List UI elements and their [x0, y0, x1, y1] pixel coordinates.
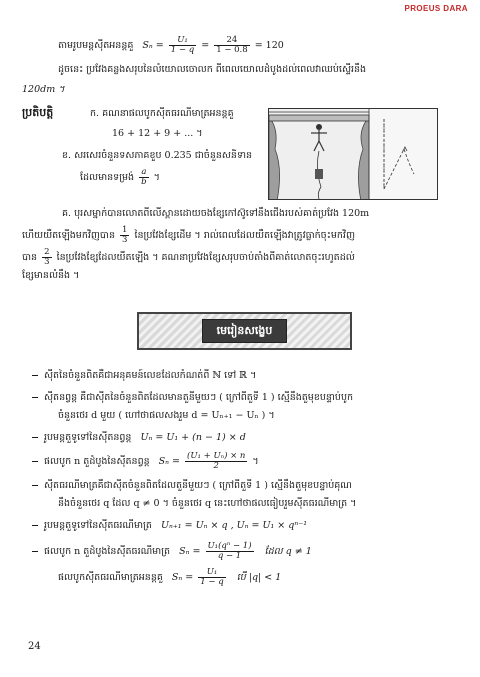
conclusion-value: 120dm ។	[22, 84, 65, 95]
exercise-c-text: បាន	[22, 251, 38, 263]
fraction: $\frac{24}{1 - 0.8}$	[216, 35, 248, 55]
summary-text: ផលបូក n តួដំបូងនៃស៊ីតនព្វន្ត	[44, 455, 150, 467]
bullet-icon	[32, 485, 38, 487]
summary-formula: Sₙ =	[171, 571, 194, 583]
bungee-illustration	[268, 108, 438, 200]
equals-sign: =	[201, 39, 210, 51]
exercise-c-text: នៃប្រវែងខ្សែដែលយឺតឡើង ។ គណនាប្រវែងខ្សែសរុបចាប់តាំងពីគាត់លោតចុះរហូតដល់	[56, 251, 355, 263]
fraction: $\frac{2}{3}$	[44, 247, 50, 267]
summary-item	[32, 452, 259, 471]
summary-text: ស៊ីតនៃចំនួនពិតគឺជាអនុគមន៍លេខដែលកំណត់ពី ℕ ទៅ ℝ ។	[44, 370, 257, 381]
exercise-c-text: នៃប្រវែងខ្សែដើម ។ រាល់ពេលដែលយឺតឡើងវាត្រូវធ្លាក់ចុះមកវិញ	[134, 229, 355, 241]
formula-line	[58, 36, 284, 55]
summary-formula: Uₙ = U₁ + (n − 1) × d	[140, 432, 246, 443]
summary-text: ស៊ីតនព្វន្ត គឺជាស៊ីតនៃចំនួនពិតដែលមានតួនីមួយៗ ( ក្រៅពីតួទី 1 ) ស្មើនឹងតួមុខបន្ទាប់បូក	[44, 392, 354, 403]
summary-formula: Sₙ =	[158, 455, 181, 467]
summary-item	[32, 520, 307, 533]
summary-item	[32, 480, 352, 493]
exercise-b-form-text: ដែលមានទម្រង់	[80, 171, 135, 183]
fraction: $\frac{1}{3}$	[122, 225, 128, 245]
summary-item	[32, 392, 353, 405]
exercise-c-line2	[22, 226, 355, 245]
formula-result: = 120	[254, 39, 284, 51]
bullet-icon	[32, 375, 38, 377]
conclusion-text: ដូចនេះ ប្រវែងគន្លងសរុបនៃលំយោលចោលក ពីពេលយោលដំបូងដល់ពេលវាឈប់ស្ទើរនឹង	[58, 64, 367, 75]
exercise-c-text: ហើយយឺតឡើងមកវិញបាន	[22, 229, 116, 241]
summary-text: រូបមន្តតួទូទៅនៃស៊ីតធរណីមាត្រ	[44, 520, 152, 531]
summary-condition: បើ |q| < 1	[236, 571, 282, 583]
summary-formula: Sₙ =	[179, 545, 201, 557]
summary-text: ផលបូក n តួដំបូងនៃស៊ីតធរណីមាត្រ	[44, 545, 171, 557]
fraction: $\frac{\text{U₁}}{1 - q}$	[170, 35, 195, 55]
brand-label: PROEUS DARA	[404, 4, 468, 13]
summary-item	[58, 568, 281, 587]
exercise-a-series: 16 + 12 + 9 + ... ។	[112, 128, 203, 139]
exercise-b-end: ។	[153, 171, 160, 183]
formula-lhs: Sₙ =	[142, 39, 164, 51]
exercise-c-line3	[22, 248, 355, 267]
summary-item	[32, 370, 256, 383]
summary-text: ស៊ីតធរណីមាត្រគឺជាស៊ីតចំនួនពិតដែលតួនីមួយៗ ( ក្រៅពីតួទី 1 ) ស្មើនឹងតួមុខបន្ទាប់គុណ	[44, 480, 352, 491]
section-title: មេរៀនសង្ខេប	[202, 319, 288, 344]
summary-text-cont: នឹងចំនួនថេរ q ដែល q ≠ 0 ។ ចំនួនថេរ q នេះហៅថាផលធៀបរួមស៊ីតធរណីមាត្រ ។	[58, 498, 357, 509]
bullet-icon	[32, 525, 38, 527]
fraction: $\frac{\text{(U₁ + Uₙ) × n}}{2}$	[187, 451, 246, 471]
formula-intro: តាមរូបមន្តស៊ីតអនន្តគួ	[58, 39, 134, 51]
exercise-b-text: ខ. សរសេរចំនួនទសភាគខួប 0.235 ជាចំនួនសនិទាន	[62, 150, 253, 161]
bullet-icon	[32, 397, 38, 399]
page-number: 24	[28, 641, 41, 652]
summary-text: ផលបូកស៊ីតធរណីមាត្រអនន្តគួ	[58, 571, 163, 583]
bungee-drawing	[269, 109, 438, 200]
exercise-b-line2	[80, 168, 160, 187]
bullet-icon	[32, 551, 38, 553]
exercise-label: ប្រតិបត្តិ	[22, 106, 54, 119]
summary-condition: ដែល q ≠ 1	[264, 545, 312, 557]
summary-formula: Uₙ₊₁ = Uₙ × q , Uₙ = U₁ × qⁿ⁻¹	[160, 520, 308, 531]
exercise-c-line4: ខ្សែមានលំនឹង ។	[22, 270, 80, 281]
bullet-icon	[32, 437, 38, 439]
exercise-c-line1: គ. បុរសម្នាក់បានលោតពីលើស្ពានដោយចងខ្សែកៅស៊ូទៅនឹងជើងរបស់គាត់ប្រវែង 120m	[62, 208, 370, 219]
exercise-a-text: ក. គណនាផលបូកស៊ីតធរណីមាត្រអនន្តគួ	[90, 108, 234, 119]
fraction: $\frac{a}{b}$	[141, 167, 147, 187]
fraction: $\frac{\text{U₁}}{1 - q}$	[200, 567, 224, 587]
fraction: $\frac{\text{U₁(qⁿ − 1)}}{q - 1}$	[207, 541, 252, 561]
summary-item	[32, 432, 246, 445]
summary-item	[32, 542, 312, 561]
summary-text: រូបមន្តតួទូទៅនៃស៊ីតនព្វន្ត	[44, 432, 132, 443]
summary-end: ។	[252, 455, 259, 467]
bullet-icon	[32, 461, 38, 463]
summary-text-cont: ចំនួនថេរ d មួយ ( ហៅថាផលសងរួម d = Uₙ₊₁ − Uₙ ) ។	[58, 410, 275, 421]
section-title-box	[137, 312, 352, 350]
